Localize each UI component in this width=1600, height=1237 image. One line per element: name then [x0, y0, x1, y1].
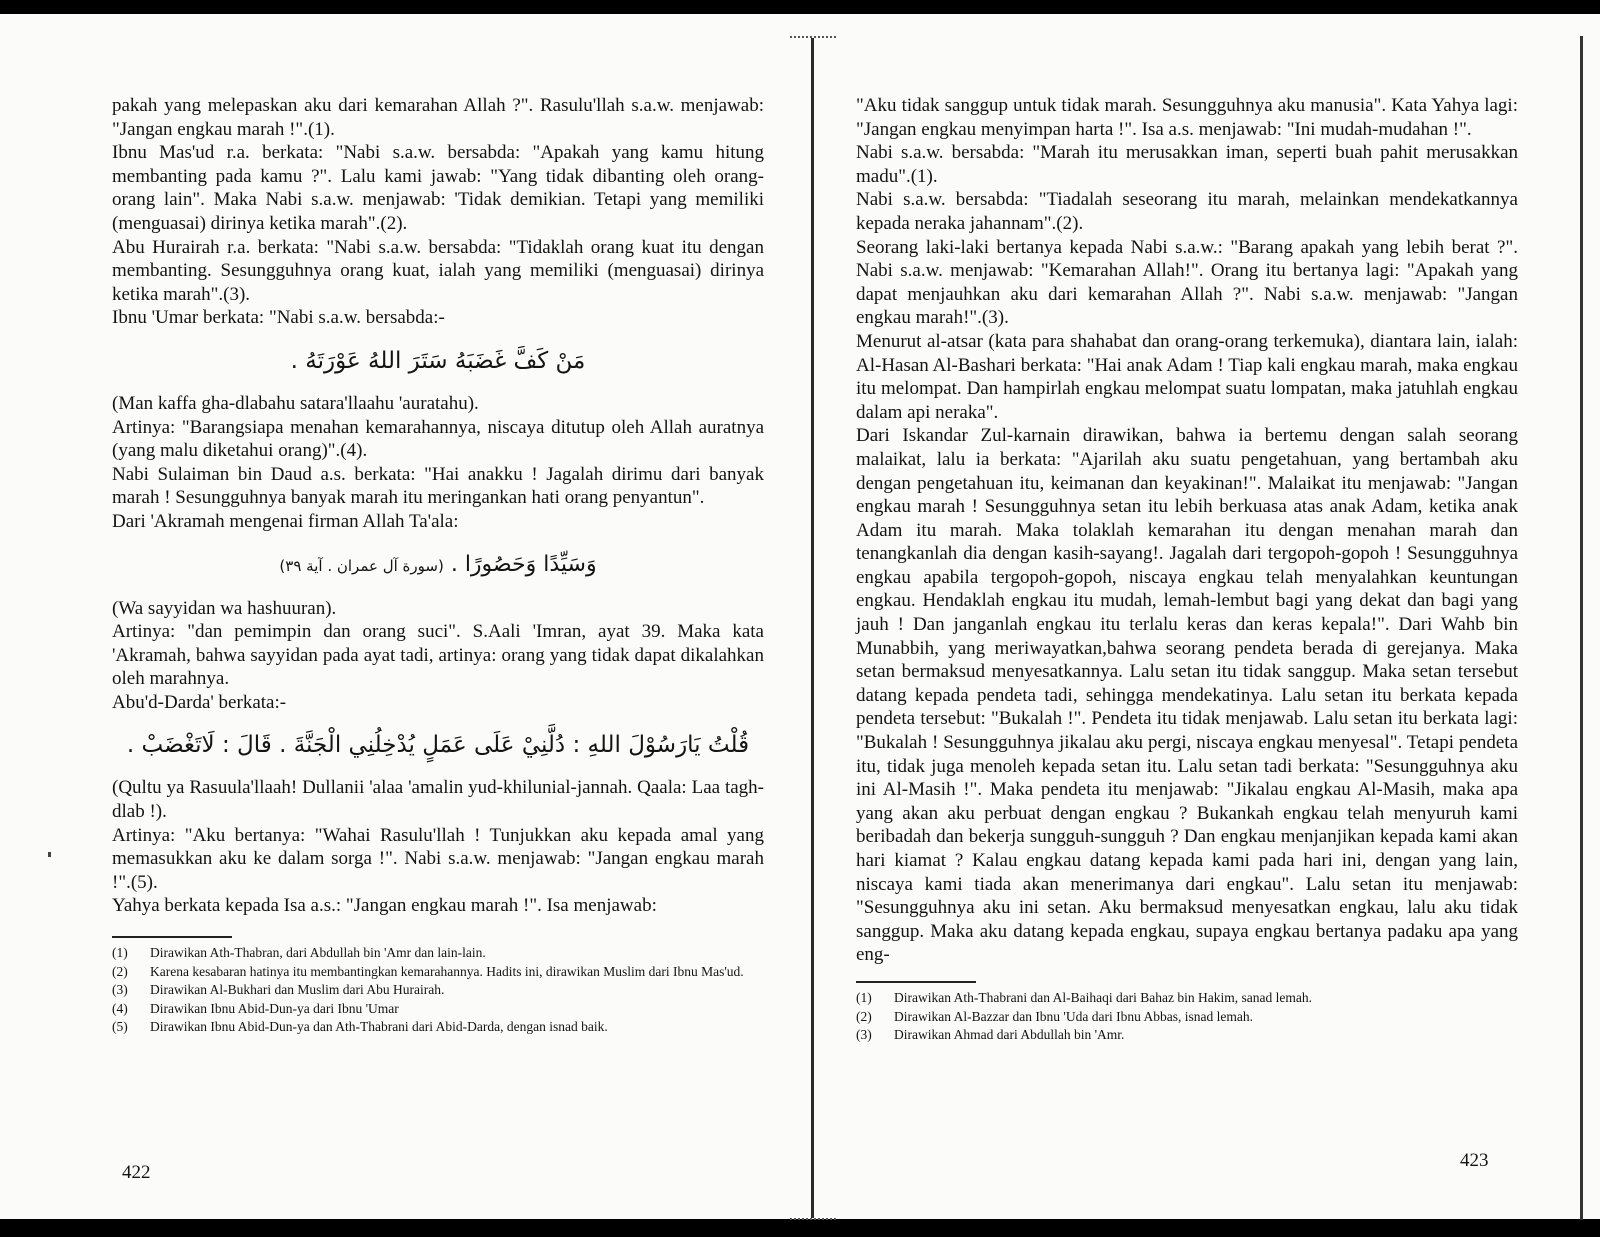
arabic-verse-2 [112, 550, 764, 581]
footnote-divider [112, 936, 232, 938]
left-paragraph: Abu'd-Darda' berkata:- [112, 691, 287, 713]
page-edge [1580, 36, 1583, 1220]
left-page [112, 94, 764, 1037]
left-paragraph: (Wa sayyidan wa hashuuran). [112, 597, 337, 619]
footnote-item [856, 989, 1518, 1008]
left-paragraph: Artinya: "Barangsiapa menahan kemarahannya, niscaya ditutup oleh Allah auratnya (yang malu diketahui orang)".(4). [112, 416, 764, 462]
footnote-item [112, 981, 764, 1000]
arabic-verse-1: مَنْ كَفَّ غَضَبَهُ سَتَرَ اللهُ عَوْرَتَهُ . [290, 347, 586, 374]
page-number-left: 422 [122, 1162, 151, 1183]
right-paragraph: Nabi s.a.w. bersabda: "Marah itu merusakkan iman, seperti buah pahit merusakkan madu".(1). [856, 142, 1518, 187]
footnote-item [112, 1018, 764, 1037]
footnote-text: Dirawikan Al-Bukhari dan Muslim dari Abu Hurairah. [150, 982, 445, 998]
left-footnotes [112, 944, 764, 1037]
book-spread [0, 14, 1600, 1219]
arabic-verse-2-reference: (سورة آل عمران . آية ٣٩) [279, 556, 444, 575]
footnote-text: Dirawikan Ath-Thabrani dan Al-Baihaqi dari Bahaz bin Hakim, sanad lemah. [894, 989, 1312, 1005]
right-footnotes [856, 989, 1518, 1045]
footnote-number: (3) [112, 982, 128, 998]
footnote-item [112, 1000, 764, 1019]
footnote-text: Karena kesabaran hatinya itu membantingkan kemarahannya. Hadits ini, dirawikan Muslim dari Ibnu Mas'ud. [150, 963, 744, 979]
right-paragraph: Nabi s.a.w. bersabda: "Tiadalah seseorang itu marah, melainkan mendekatkannya kepada neraka jahannam".(2). [856, 189, 1518, 234]
footnote-divider [856, 981, 976, 983]
footnote-text: Dirawikan Ahmad dari Abdullah bin 'Amr. [894, 1027, 1125, 1043]
right-paragraph: Menurut al-atsar (kata para shahabat dan orang-orang terkemuka), diantara lain, ialah: Al-Hasan Al-Bashari berkata: "Hai anak Adam ! Tiap kali engkau marah, maka engkau itu melompat. Dan hampirlah engkau melompat suatu lompatan, maka jatuhlah engkau dalam api neraka". [856, 330, 1518, 423]
left-paragraph: Dari 'Akramah mengenai firman Allah Ta'ala: [112, 510, 459, 532]
left-paragraph: pakah yang melepaskan aku dari kemarahan Allah ?". Rasulu'llah s.a.w. menjawab: "Jangan engkau marah !".(1). [112, 95, 764, 140]
footnote-number: (3) [856, 1027, 872, 1043]
footnote-item [856, 1008, 1518, 1027]
right-paragraph: "Aku tidak sanggup untuk tidak marah. Sesungguhnya aku manusia". Kata Yahya lagi: "Jangan engkau menyimpan harta !". Isa a.s. menjawab: "Ini mudah-mudahan !". [856, 95, 1518, 140]
left-paragraph: Ibnu Mas'ud r.a. berkata: "Nabi s.a.w. bersabda: "Apakah yang kamu hitung membanting pada kamu ?". Lalu kami jawab: "Yang tidak dibanting oleh orang-orang lain". Maka Nabi s.a.w. menjawab: 'Tidak demikian. Tetapi yang memiliki (menguasai) dirinya ketika marah".(2). [112, 142, 764, 234]
footnote-text: Dirawikan Ibnu Abid-Dun-ya dan Ath-Thabrani dari Abid-Darda, dengan isnad baik. [150, 1019, 608, 1035]
left-paragraph: Artinya: "dan pemimpin dan orang suci". S.Aali 'Imran, ayat 39. Maka kata 'Akramah, bahwa sayyidan pada ayat tadi, artinya: orang yang tidak dapat dikalahkan oleh marahnya. [112, 621, 764, 690]
footnote-text: Dirawikan Ibnu Abid-Dun-ya dari Ibnu 'Umar [150, 1000, 399, 1016]
footnote-text: Dirawikan Ath-Thabran, dari Abdullah bin 'Amr dan lain-lain. [150, 945, 486, 961]
footnote-item [856, 1026, 1518, 1045]
footnote-number: (5) [112, 1019, 128, 1035]
footnote-text: Dirawikan Al-Bazzar dan Ibnu 'Uda dari Ibnu Abbas, isnad lemah. [894, 1008, 1253, 1024]
right-paragraph: Dari Iskandar Zul-karnain dirawikan, bahwa ia bertemu dengan salah seorang malaikat, lalu ia berkata: "Ajarilah aku suatu pengetahuan, yang bertambah aku dengan pengetahuan itu, keimanan dan keyakinan!". Malaikat itu menjawab: "Jangan engkau marah ! Sesungguhnya setan itu lebih berkuasa atas anak Adam, ketika anak Adam itu marah. Maka tolaklah kemarahan itu dengan menahan marah dan tenangkanlah dia dengan kasih-sayang!. Jagalah dari tergopoh-gopoh ! Sesungguhnya engkau apabila tergopoh-gopoh, niscaya engkau telah menyalahkan keuntungan engkau. Hendaklah engkau itu mudah, lemah-lembut bagi yang dekat dan bagi yang jauh ! Dan janganlah engkau itu terlalu keras dan keras kepala!". Dari Wahb bin Munabbih, yang meriwayatkan,bahwa seorang pendeta berada di gerejanya. Maka setan bermaksud menyesatkannya. Lalu setan itu tidak sanggup. Maka setan tersebut datang kepada pendeta tadi, sehingga mendekatinya. Lalu setan itu berkata kepada pendeta tersebut: "Bukalah !". Pendeta itu tidak menjawab. Lalu setan itu berkata lagi: "Bukalah ! Sesungguhnya jikalau aku pergi, niscaya engkau menyesal". Tetapi pendeta itu, tidak juga menoleh kepada setan itu. Lalu setan tadi berkata: "Sesungguhnya aku ini Al-Masih !". Maka pendeta itu menjawab: "Jikalau engkau Al-Masih, maka apa yang akan aku perbuat dengan engkau ? Bukankah engkau telah menyuruh kami beribadah dan bekerja sungguh-sungguh ? Dan engkau menjanjikan kepada kami akan hari kiamat ? Kalau engkau datang kepada kami pada hari ini, dengan yang lain, niscaya kami tiada akan menerimanya dari engkau". Lalu setan itu menjawab: "Sesungguhnya aku ini setan. Aku bermaksud menyesatkan engkau, lalu aku tidak sanggup. Maka aku datang kepada engkau, supaya engkau bertanya padaku apa yang eng- [856, 425, 1518, 966]
footnote-item [112, 944, 764, 963]
scan-speck [48, 852, 51, 857]
right-paragraph: Seorang laki-laki bertanya kepada Nabi s.a.w.: "Barang apakah yang lebih berat ?". Nabi s.a.w. menjawab: "Kemarahan Allah!". Orang itu bertanya lagi: "Apakah yang dapat menjauhkan aku dari kemarahan Allah ?". Nabi s.a.w. menjawab: "Jangan engkau marah!".(3). [856, 236, 1518, 329]
left-paragraph: Ibnu 'Umar berkata: "Nabi s.a.w. bersabda:- [112, 307, 445, 329]
left-paragraph: Nabi Sulaiman bin Daud a.s. berkata: "Hai anakku ! Jagalah dirimu dari banyak marah ! Sesungguhnya banyak marah itu meringankan hati orang penyantun". [112, 463, 764, 509]
left-paragraph: (Qultu ya Rasuula'llaah! Dullanii 'alaa 'amalin yud-khilunial-jannah. Qaala: Laa tagh-dlab !). [112, 777, 764, 823]
arabic-verse-3: قُلْتُ يَارَسُوْلَ اللهِ : دُلَّنِيْ عَلَى عَمَلٍ يُدْخِلُنِي الْجَنَّةَ . قَالَ : لَاتَغْضَبْ . [126, 732, 750, 759]
left-paragraph: Abu Hurairah r.a. berkata: "Nabi s.a.w. bersabda: "Tidaklah orang kuat itu dengan membanting. Sesungguhnya orang kuat, ialah yang memiliki (menguasai) dirinya ketika marah".(3). [112, 236, 764, 305]
footnote-number: (2) [856, 1008, 872, 1024]
left-paragraph: (Man kaffa gha-dlabahu satara'llaahu 'auratahu). [112, 392, 479, 414]
footnote-number: (4) [112, 1000, 128, 1016]
footnote-number: (1) [112, 945, 128, 961]
footnote-number: (2) [112, 963, 128, 979]
arabic-verse-2-text: وَسَيِّدًا وَحَصُورًا . [450, 551, 597, 577]
gutter-bottom-mark [790, 1212, 836, 1220]
footnote-item [112, 963, 764, 982]
book-gutter [811, 38, 814, 1218]
footnote-number: (1) [856, 989, 872, 1005]
page-number-right: 423 [1460, 1150, 1489, 1171]
left-paragraph: Artinya: "Aku bertanya: "Wahai Rasulu'llah ! Tunjukkan aku kepada amal yang memasukkan aku ke dalam sorga !". Nabi s.a.w. menjawab: "Jangan engkau marah !".(5). [112, 824, 764, 893]
right-page [856, 94, 1518, 1045]
left-paragraph: Yahya berkata kepada Isa a.s.: "Jangan engkau marah !". Isa menjawab: [112, 895, 657, 917]
